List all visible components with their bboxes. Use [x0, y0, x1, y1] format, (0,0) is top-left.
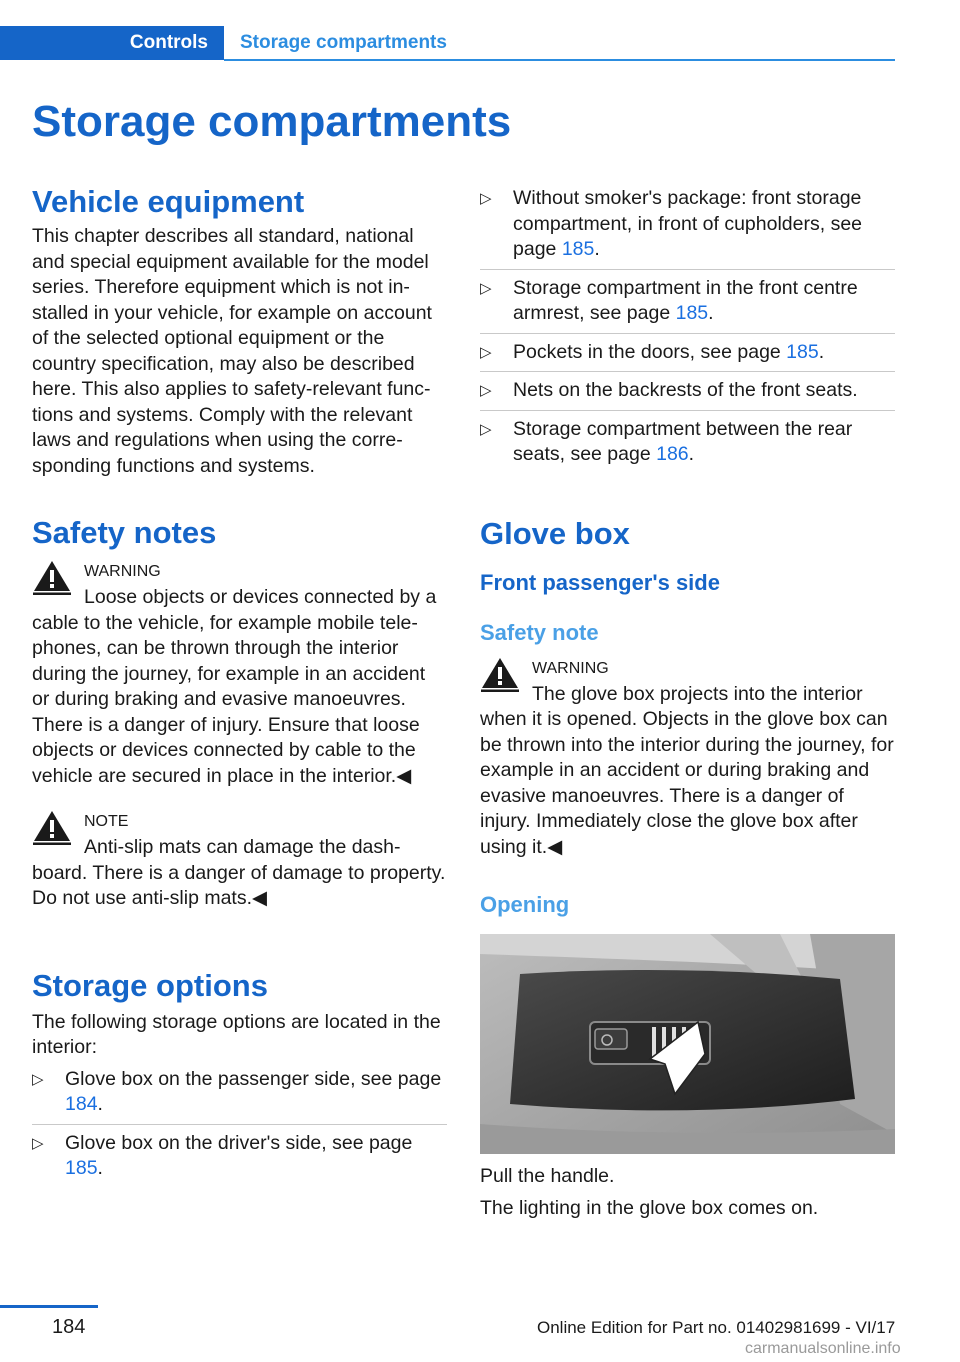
- section-tab-label: Controls: [129, 32, 208, 53]
- storage-options-list-right: [480, 186, 895, 474]
- page-link[interactable]: 184: [65, 1093, 98, 1115]
- chapter-tab: [240, 26, 447, 60]
- chapter-tab-label: Storage compartments: [240, 32, 447, 53]
- page-link[interactable]: 185: [786, 340, 819, 363]
- warning-label: WARNING: [84, 563, 161, 580]
- list-item: ▷ Storage compartment in the front centre armrest, see page 185.: [480, 276, 895, 333]
- safety-note-heading: Safety note: [480, 619, 599, 645]
- opening-step-2: The lighting in the glove box comes on.: [480, 1196, 819, 1219]
- list-divider: [480, 371, 895, 372]
- list-item: ▷ Without smoker's package: front storage compartment, in front of cupholders, see page 185.: [480, 186, 895, 269]
- storage-options-intro: The following storage options are located in the interior:: [32, 1010, 441, 1058]
- warning-triangle-icon: [480, 656, 520, 692]
- list-divider: [480, 269, 895, 270]
- list-item: ▷ Pockets in the doors, see page 185.: [480, 340, 895, 372]
- warning-label: WARNING: [532, 659, 609, 677]
- page-link[interactable]: 185: [675, 302, 709, 324]
- storage-options-list-left: [32, 1067, 447, 1188]
- list-divider: [32, 1124, 447, 1125]
- list-item: ▷ Storage compartment between the rear seats, see page 186.: [480, 417, 895, 474]
- warning-text: Loose objects or devices connected by a cable to the vehicle, for example mobile telephones, can be thrown through the interior during the journey, for example in an accident or during braking and evasive manoeuvres. There is a danger of injury. Ensure that loose objects or devices connected by cable to the vehicle are secured in place in the interior.◀: [32, 586, 437, 787]
- page-link[interactable]: 185: [561, 238, 595, 260]
- list-item: ▷ Glove box on the driver's side, see page 185.: [32, 1131, 447, 1188]
- page-header: [0, 26, 895, 62]
- note-text: Anti-slip mats can damage the dashboard. There is a danger of damage to property. Do not use anti-slip mats.◀: [32, 836, 446, 909]
- edition-info: Online Edition for Part no. 01402981699 - VI/17: [537, 1318, 896, 1337]
- glove-box-photo: [480, 934, 895, 1154]
- safety-note: [32, 809, 447, 912]
- storage-options-heading: Storage options: [32, 967, 268, 1003]
- list-divider: [480, 410, 895, 411]
- page-link[interactable]: 185: [65, 1157, 98, 1179]
- note-label: NOTE: [84, 813, 129, 830]
- opening-heading: Opening: [480, 892, 570, 917]
- list-item: ▷ Glove box on the passenger side, see page 184.: [32, 1067, 447, 1124]
- warning-triangle-icon: [32, 809, 72, 845]
- glove-box-heading: Glove box: [480, 515, 630, 551]
- safety-notes-heading: Safety notes: [32, 515, 217, 550]
- safety-warning: [32, 559, 447, 789]
- footer-rule: [0, 1305, 98, 1308]
- list-divider: [480, 333, 895, 334]
- opening-step-1: Pull the handle.: [480, 1165, 615, 1187]
- glove-box-warning: [480, 656, 895, 861]
- warning-triangle-icon: [32, 559, 72, 595]
- header-rule: [224, 59, 895, 61]
- list-item: ▷ Nets on the backrests of the front seats.: [480, 378, 895, 410]
- watermark: carmanualsonline.info: [745, 1340, 901, 1357]
- page-link[interactable]: 186: [656, 443, 689, 465]
- vehicle-equipment-text: This chapter describes all standard, national and special equipment available for the model series. Therefore equipment which is not installed in your vehicle, for example on account of the selected optional equipment or the country specification, may also be described here. This also applies to safety-relevant functions and systems. Comply with the relevant laws and regulations when using the corresponding functions and systems.: [32, 225, 432, 477]
- warning-text: The glove box projects into the interior when it is opened. Objects in the glove box can be thrown into the interior during the journey, for example in an accident or during braking and evasive manoeuvres. There is a danger of injury. Immediately close the glove box after using it.◀: [480, 682, 894, 858]
- page-title: Storage compartments: [32, 97, 512, 146]
- section-tab: [0, 26, 224, 60]
- right-column: [480, 186, 895, 1221]
- vehicle-equipment-heading: Vehicle equipment: [32, 184, 305, 219]
- front-passenger-heading: Front passenger's side: [480, 569, 720, 595]
- left-column: [32, 182, 447, 1188]
- page-number: 184: [52, 1316, 86, 1338]
